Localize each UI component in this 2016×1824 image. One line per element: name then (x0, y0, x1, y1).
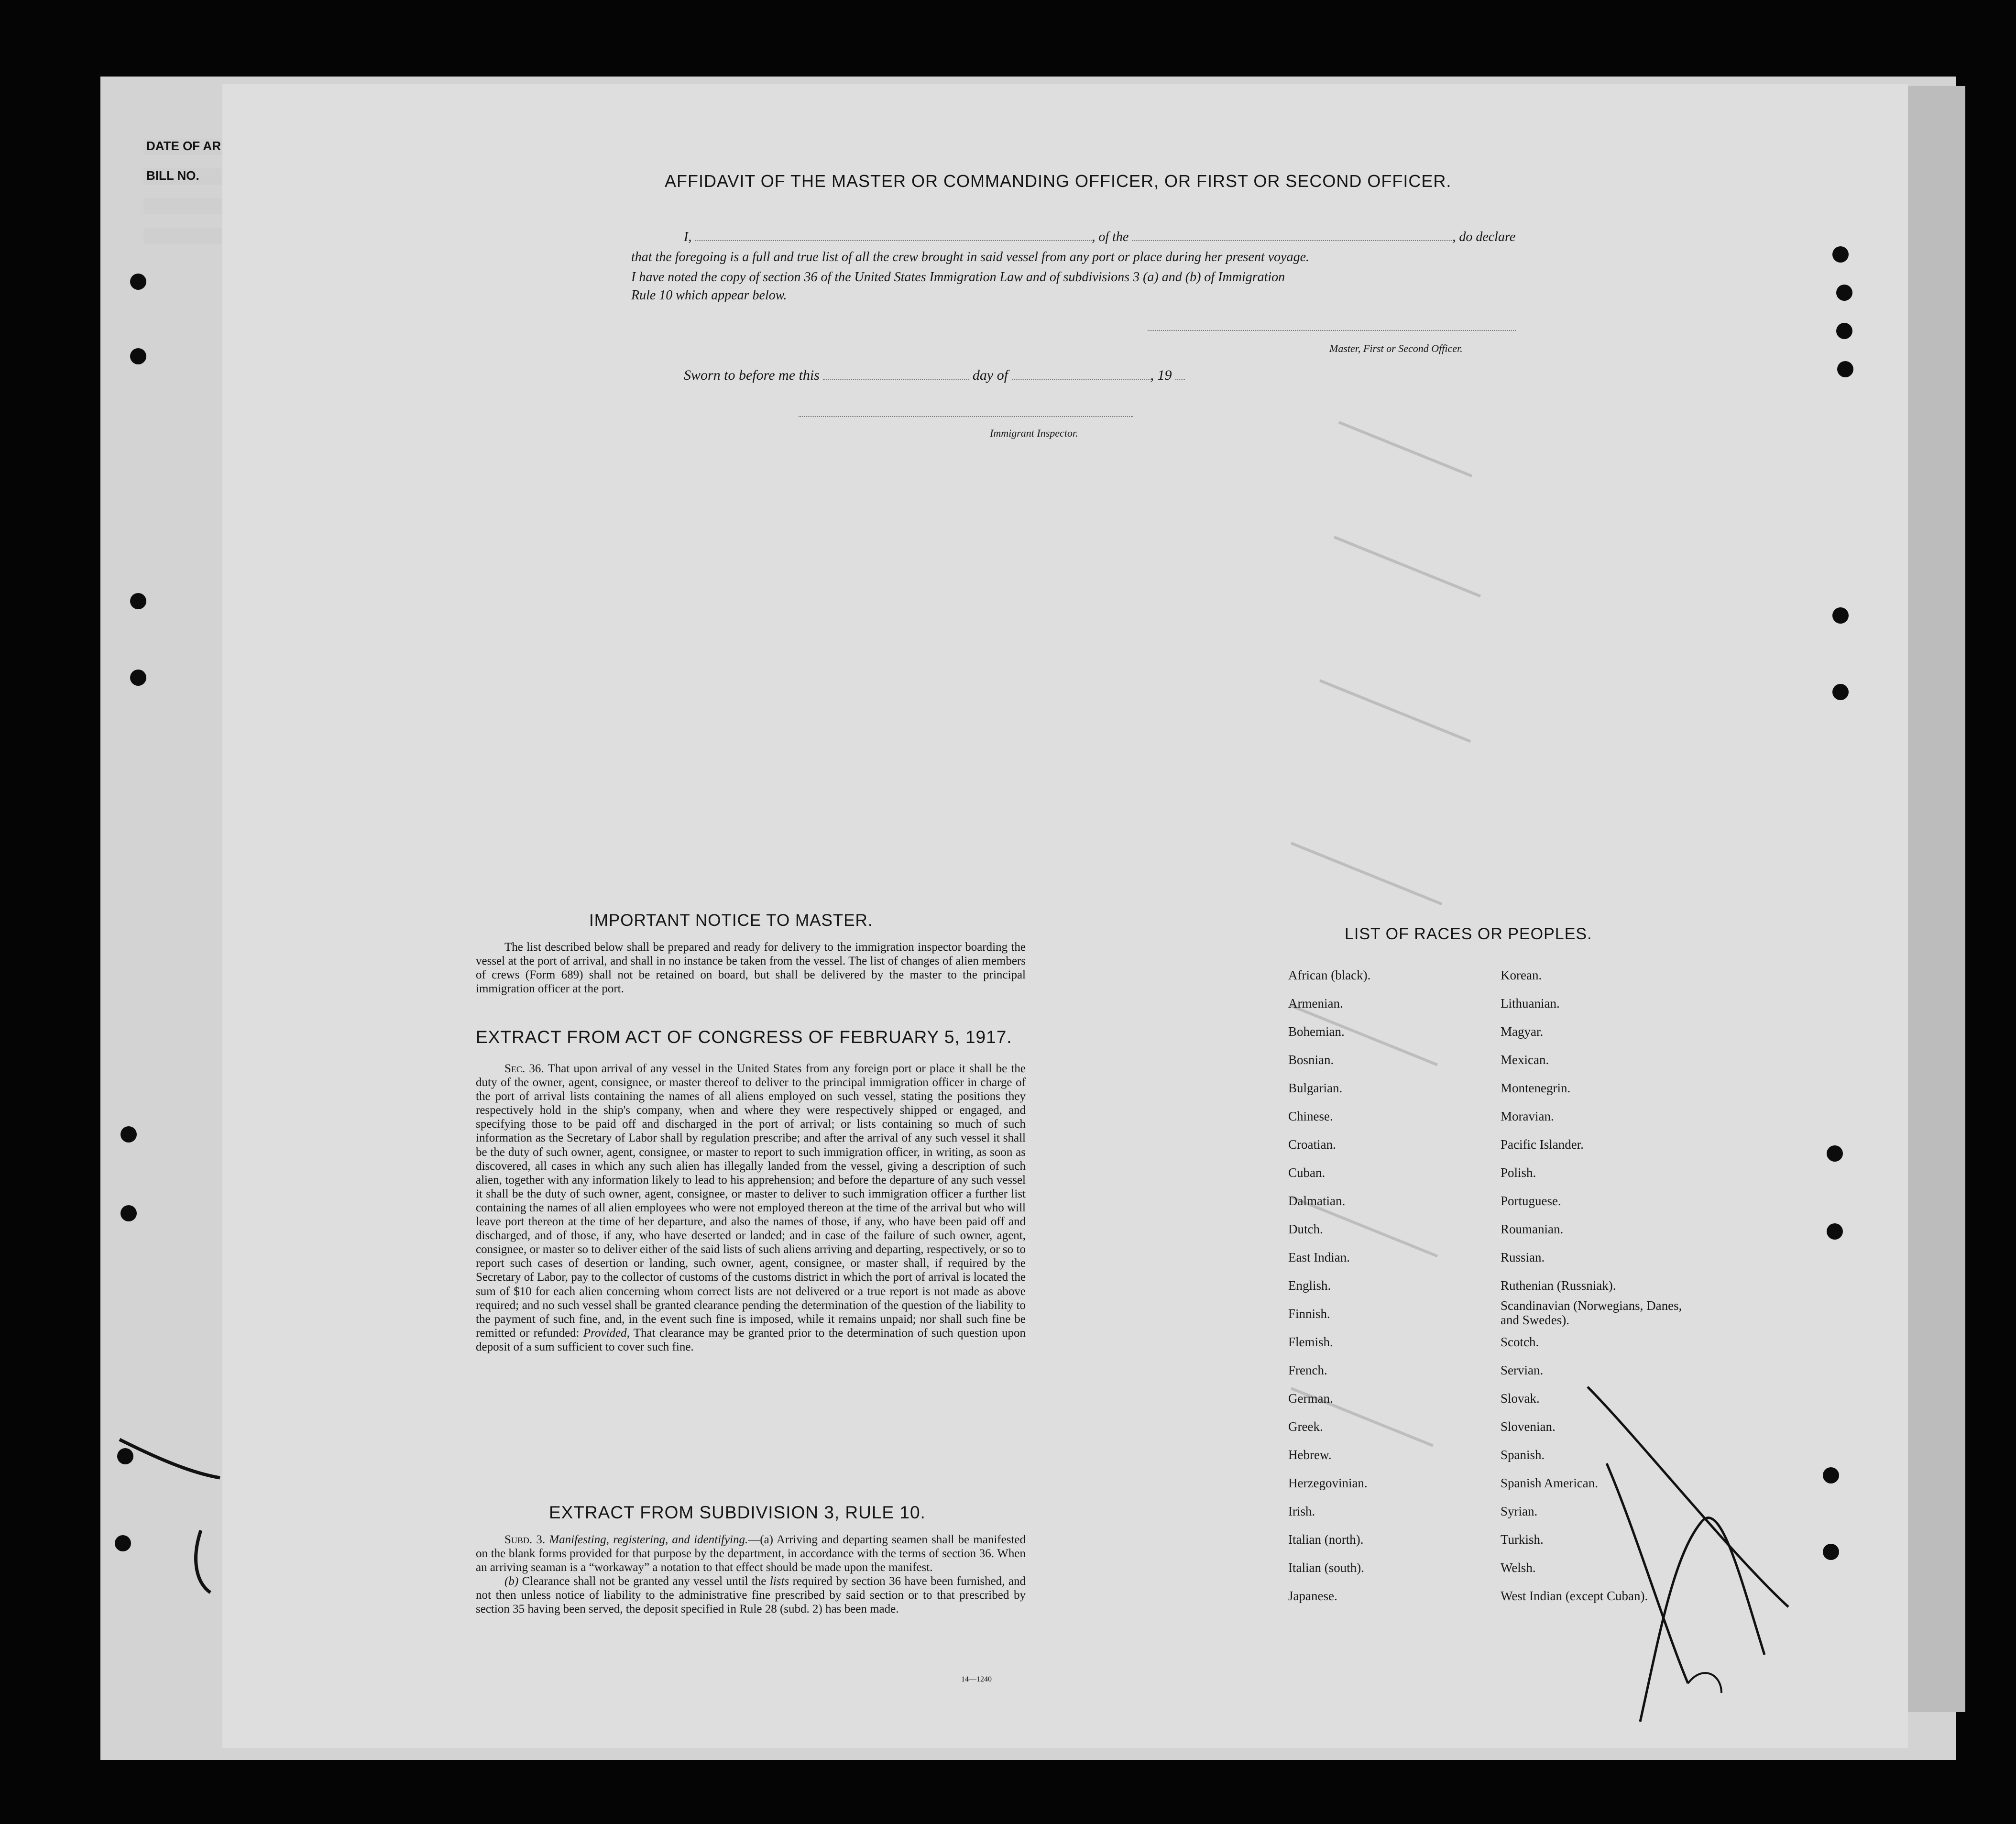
race-item: Montenegrin. (1501, 1081, 1571, 1095)
race-item: Portuguese. (1501, 1194, 1561, 1208)
declaration-line-3: I have noted the copy of section 36 of the United States Immigration Law and of subdivisions 3 (a) and (b) of Immigration (631, 270, 1285, 285)
race-item: Moravian. (1501, 1109, 1554, 1123)
notice-body: The list described below shall be prepared and ready for delivery to the immigration inspector boarding the vessel at the port of arrival, and shall in no instance be taken from the vessel. The list of changes of alien members of crews (Form 689) shall not be retained on board, but shall be delivered by the master to the principal immigration officer at the port. (476, 941, 1026, 995)
notice-title: IMPORTANT NOTICE TO MASTER. (589, 911, 873, 930)
race-item: Armenian. (1288, 996, 1343, 1011)
race-item: Turkish. (1501, 1532, 1544, 1547)
race-item: Bulgarian. (1288, 1081, 1343, 1095)
section-label: Sec. 36. (504, 1062, 544, 1075)
pen-stroke (1688, 1673, 1721, 1693)
race-item: Polish. (1501, 1165, 1536, 1180)
race-item: Flemish. (1288, 1335, 1333, 1349)
race-item: French. (1288, 1363, 1327, 1377)
section-body: That upon arrival of any vessel in the United States from any foreign port or place it shall be the duty of the owner, agent, consignee, or master thereof to deliver to the principal immigration officer in charge of the port of arrival lists containing the names of all aliens employed on such vessel, stating the positions they respectively hold in the ship's company, when and where they were respectively shipped or engaged, and specifying those to be paid off and discharged in the port of arrival; or lists containing so much of such information as the Secretary of Labor shall by regulation prescribe; and after the arrival of any such vessel it shall be the duty of such owner, agent, consignee, or master to report to such immigration officer, in writing, as soon as discovered, all cases in which any such alien has illegally landed from the vessel, giving a description of such alien, together with any information likely to lead to his apprehension; and before the departure of any such vessel it shall be the duty of such owner, agent, consignee, or master to deliver to such immigration officer a further list containing the names of all alien employees who were not employed thereon at the time of the arrival but who will leave port thereon at the time of her departure, and also the names of those, if any, who have been paid off and discharged, and of those, if any, who have deserted or landed; and in case of the failure of such owner, agent, consignee, or master so to deliver either of the said lists of such aliens arriving and departing, respectively, or so to report such cases of desertion or landing, such owner, agent, consignee, or master shall, if required by the Secretary of Labor, pay to the collector of customs of the customs district in which the port of arrival is located the sum of $10 for each alien concerning whom correct lists are not delivered or a true report is not made as above required; and no such vessel shall be granted clearance pending the determination of the question of the liability to the payment of such fine, and, in the event such fine is imposed, while it remains unpaid; nor shall such fine be remitted or refunded: (476, 1062, 1026, 1340)
race-item: Welsh. (1501, 1560, 1536, 1575)
races-title: LIST OF RACES OR PEOPLES. (1345, 925, 1592, 943)
sworn-label: Sworn to before me this (684, 367, 820, 383)
provided-label: Provided, (583, 1326, 630, 1340)
race-item: Chinese. (1288, 1109, 1333, 1123)
declarant-i: I, (684, 230, 692, 244)
race-item: West Indian (except Cuban). (1501, 1589, 1648, 1603)
race-item: Dutch. (1288, 1222, 1323, 1236)
race-item: Irish. (1288, 1504, 1315, 1518)
master-signature-label: Master, First or Second Officer. (1329, 342, 1463, 354)
race-item: Italian (south). (1288, 1560, 1364, 1575)
pen-stroke (1640, 1518, 1764, 1722)
race-item: Finnish. (1288, 1307, 1330, 1321)
affidavit-title: AFFIDAVIT OF THE MASTER OR COMMANDING OFFICER, OR FIRST OR SECOND OFFICER. (665, 171, 1452, 191)
race-item: Scotch. (1501, 1335, 1539, 1349)
race-item: Japanese. (1288, 1589, 1337, 1603)
pen-stroke (196, 1530, 210, 1593)
pen-stroke (1588, 1387, 1788, 1607)
race-item: Korean. (1501, 968, 1542, 982)
paragraph-b-text-1: Clearance shall not be granted any vessel until the (522, 1575, 767, 1588)
race-item: Herzegovinian. (1288, 1476, 1368, 1490)
race-item: Italian (north). (1288, 1532, 1364, 1547)
paragraph-b-lists: lists (769, 1575, 789, 1588)
form-number: 14—1240 (961, 1675, 992, 1683)
paragraph-a: —(a) Arriving and departing seamen shall be manifested on the blank forms provided for that purpose by the department, in accordance with the terms of section 36. When an arriving seaman is a “workaway” a notation to that effect should be made upon the manifest. (476, 1533, 1026, 1574)
race-item: Bohemian. (1288, 1024, 1345, 1039)
race-item: African (black). (1288, 968, 1371, 982)
year-label: , 19 (1150, 367, 1172, 383)
act-title: EXTRACT FROM ACT OF CONGRESS OF FEBRUARY 5, 1917. (476, 1027, 1012, 1047)
race-item: German. (1288, 1391, 1333, 1406)
race-item: Slovak. (1501, 1391, 1540, 1406)
race-item: Russian. (1501, 1250, 1545, 1264)
stub-bill-no: BILL NO. (143, 168, 253, 185)
race-item: Greek. (1288, 1419, 1323, 1434)
race-item: Slovenian. (1501, 1419, 1556, 1434)
stub-date-of-arrival: DATE OF AR (143, 139, 253, 155)
of-the-label: , of the (1092, 230, 1129, 244)
race-item: Spanish. (1501, 1448, 1545, 1462)
race-item: Croatian. (1288, 1137, 1336, 1152)
race-item: Cuban. (1288, 1165, 1326, 1180)
declaration-line-2: that the foregoing is a full and true list of all the crew brought in said vessel from any port or place during her present voyage. (631, 250, 1310, 264)
race-item: Bosnian. (1288, 1053, 1334, 1067)
race-item: Hebrew. (1288, 1448, 1332, 1462)
race-item: Syrian. (1501, 1504, 1538, 1518)
rule-title: EXTRACT FROM SUBDIVISION 3, RULE 10. (549, 1503, 926, 1522)
race-item: Roumanian. (1501, 1222, 1564, 1236)
paragraph-b-text-2: required by section 36 have been furnished, and not then unless notice of liability to the administrative fine prescribed by said section or to that prescribed by section 35 having been served, the deposit specified in Rule 28 (subd. 2) has been made. (476, 1575, 1026, 1615)
subdivision-label: Subd. 3. (504, 1533, 546, 1546)
section-body-end: That clearance may be granted prior to the determination of such question upon deposit of a sum sufficient to cover such fine. (476, 1326, 1026, 1353)
race-item: Pacific Islander. (1501, 1137, 1584, 1152)
race-item: Lithuanian. (1501, 996, 1560, 1011)
race-item: English. (1288, 1278, 1331, 1293)
race-item: Dalmatian. (1288, 1194, 1346, 1208)
race-item: Scandinavian (Norwegians, Danes, and Swedes). (1501, 1298, 1682, 1327)
race-item: East Indian. (1288, 1250, 1350, 1264)
paragraph-b-label: (b) (504, 1575, 519, 1588)
inspector-signature-label: Immigrant Inspector. (990, 427, 1078, 439)
race-item: Magyar. (1501, 1024, 1544, 1039)
race-item: Ruthenian (Russniak). (1501, 1278, 1616, 1293)
race-item: Servian. (1501, 1363, 1544, 1377)
subdivision-heading: Manifesting, registering, and identifying. (549, 1533, 748, 1546)
declaration-line-4: Rule 10 which appear below. (631, 288, 787, 303)
race-item: Spanish American. (1501, 1476, 1598, 1490)
race-item: Mexican. (1501, 1053, 1549, 1067)
do-declare-label: , do declare (1452, 230, 1516, 244)
day-of-label: day of (972, 367, 1008, 383)
pen-stroke (120, 1439, 220, 1478)
